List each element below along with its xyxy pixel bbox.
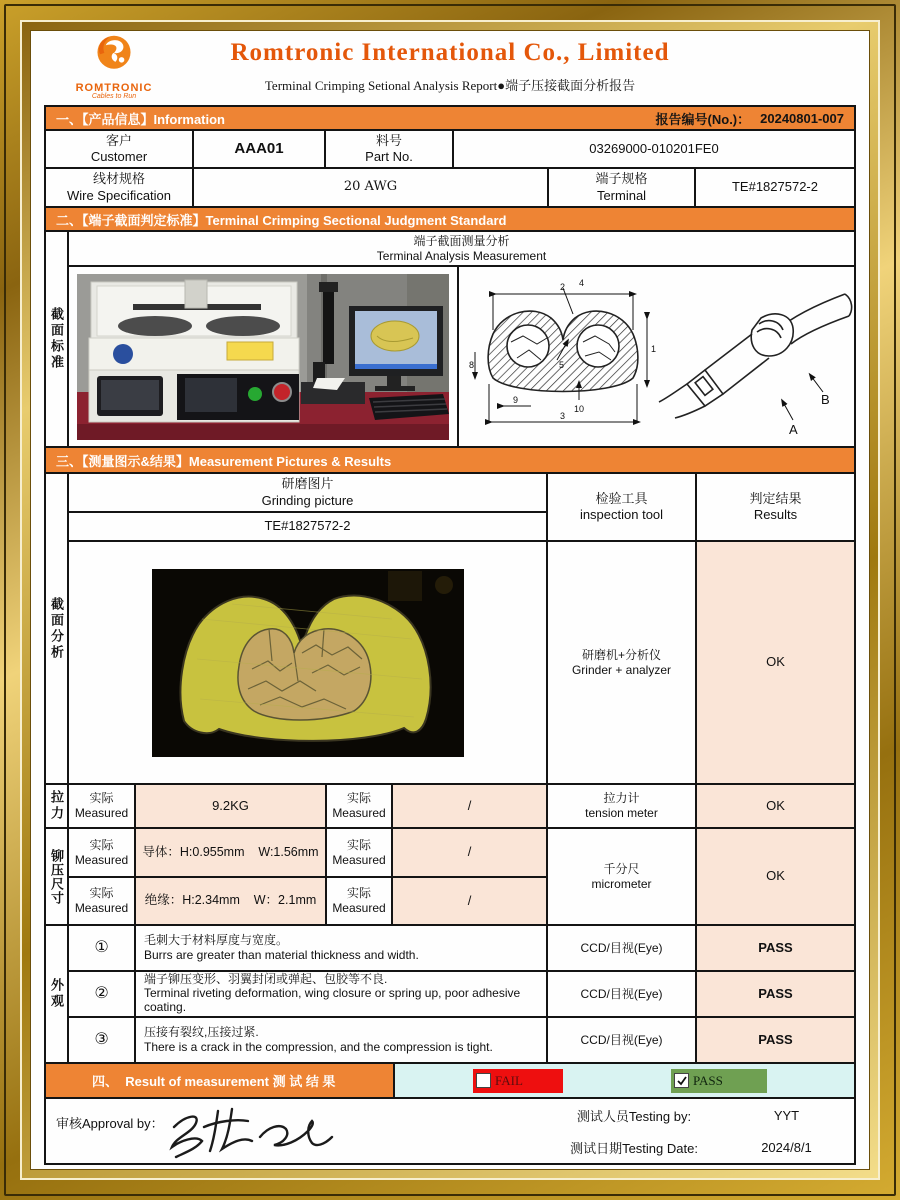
tension-side-label: 拉力 <box>46 785 69 827</box>
crimp-section-diagram <box>461 272 853 442</box>
grinding-picture-header <box>69 474 546 513</box>
wire-spec-label <box>46 169 194 206</box>
fail-checkbox[interactable] <box>476 1073 491 1088</box>
report-header <box>31 31 869 105</box>
tool-header-en: inspection tool <box>579 507 664 522</box>
grinding-header-cn: 研磨图片 <box>281 476 334 492</box>
tension-value: 9.2KG <box>136 785 327 827</box>
report-subtitle: Terminal Crimping Setional Analysis Report●端子压接截面分析报告 <box>264 78 636 93</box>
appearance-row-1 <box>69 926 854 972</box>
part-label-cn: 料号 <box>375 132 402 148</box>
tension-tool <box>548 785 697 827</box>
testing-date-row <box>549 1131 854 1163</box>
approval-area <box>46 1099 549 1163</box>
testing-by-label: 测试人员Testing by: <box>576 1108 692 1124</box>
customer-label-cn: 客户 <box>105 132 132 148</box>
crimp-slash-1: / <box>393 829 546 876</box>
appearance-group <box>46 926 854 1064</box>
wire-spec-label-cn: 线材规格 <box>92 171 145 187</box>
view-label-b: B <box>820 391 830 407</box>
analysis-group <box>46 474 854 785</box>
crimp-measured-1 <box>69 829 136 876</box>
measured-cn: 实际 <box>346 837 371 852</box>
tension-measured-label-2 <box>327 785 393 827</box>
crimp-conductor-value: 导体：H:0.955mm W:1.56mm <box>136 829 327 876</box>
approval-label: 审核Approval by： <box>56 1116 164 1131</box>
wire-spec-label-en: Wire Specification <box>66 187 172 203</box>
romtronic-logo-icon <box>83 33 145 77</box>
grinder-machine-photo <box>77 274 449 440</box>
pass-label: PASS <box>693 1072 723 1088</box>
appearance-side-label: 外观 <box>46 926 69 1062</box>
approval-signature <box>156 1097 356 1163</box>
final-result-row <box>46 1064 854 1099</box>
final-result-heading: 四、 Result of measurement 测 试 结 果 <box>46 1064 395 1097</box>
appearance-row-3 <box>69 1018 854 1062</box>
appearance-row-2 <box>69 972 854 1018</box>
grinding-cross-section-photo <box>152 569 464 757</box>
measured-cn: 实际 <box>89 837 114 852</box>
section2-bar <box>46 208 854 232</box>
tension-tool-cn: 拉力计 <box>603 791 640 805</box>
logo-name: ROMTRONIC <box>75 82 153 94</box>
dim-2: 2 <box>559 281 565 292</box>
tension-slash: / <box>393 785 548 827</box>
section3-heading: 三、【测量图示&结果】Measurement Pictures & Results <box>56 453 392 469</box>
testing-by-row <box>549 1099 854 1131</box>
fail-box <box>473 1069 563 1093</box>
testing-info <box>549 1099 854 1163</box>
appearance-no-2: ② <box>69 972 136 1016</box>
measured-en: Measured <box>74 806 129 820</box>
appearance-desc-2-en: Terminal riveting deformation, wing closure or spring up, poor adhesive coating. <box>144 986 521 1014</box>
crimp-insulation-value: 绝缘：H:2.34mm W：2.1mm <box>136 878 327 924</box>
part-label-en: Part No. <box>365 149 413 164</box>
measurement-title-en: Terminal Analysis Measurement <box>376 248 547 263</box>
final-result-band <box>395 1064 854 1097</box>
section3-bar <box>46 448 854 474</box>
terminal-spec-value: TE#1827572-2 <box>731 179 818 195</box>
appearance-tool-3: CCD/目视(Eye) <box>548 1018 697 1062</box>
grinding-header-en: Grinding picture <box>261 492 354 508</box>
appearance-result-1: PASS <box>697 926 854 970</box>
measurement-title <box>69 232 854 267</box>
company-logo <box>59 33 169 100</box>
report-table <box>44 105 856 1165</box>
results-header-en: Results <box>753 507 798 522</box>
appearance-desc-3-cn: 压接有裂纹,压接过紧. <box>144 1025 259 1039</box>
crimp-side-label: 铆压尺寸 <box>46 829 69 924</box>
dim-3: 3 <box>559 410 565 421</box>
measurement-title-cn: 端子截面测量分析 <box>413 233 510 248</box>
terminal-spec-label-en: Terminal <box>596 187 647 203</box>
appearance-tool-1: CCD/目视(Eye) <box>548 926 697 970</box>
appearance-desc-3-en: There is a crack in the compression, and the compression is tight. <box>144 1040 493 1054</box>
measured-en: Measured <box>332 806 386 820</box>
measured-cn: 实际 <box>89 791 114 805</box>
tension-result: OK <box>697 785 854 827</box>
dim-4: 4 <box>578 277 584 288</box>
view-label-a: A <box>788 421 798 437</box>
tension-measured-label <box>69 785 136 827</box>
part-value: 03269000-010201FE0 <box>589 140 719 156</box>
measured-en: Measured <box>74 852 129 867</box>
customer-label-en: Customer <box>90 149 148 164</box>
appearance-desc-2 <box>136 972 548 1016</box>
section2-heading: 二、【端子截面判定标准】Terminal Crimping Sectional Judgment Standard <box>56 212 507 228</box>
measured-en: Measured <box>74 901 129 915</box>
appearance-no-3: ③ <box>69 1018 136 1062</box>
appearance-desc-2-cn: 端子铆压变形、羽翼封闭或弹起、包胶等不良. <box>144 972 388 987</box>
grinding-part-no: TE#1827572-2 <box>264 518 351 534</box>
tool-header-cn: 检验工具 <box>595 490 648 506</box>
appearance-desc-1-cn: 毛刺大于材料厚度与宽度。 <box>144 933 289 947</box>
appearance-result-2: PASS <box>697 972 854 1016</box>
tension-row <box>46 785 854 829</box>
crimp-measured-4 <box>327 878 393 924</box>
appearance-desc-1 <box>136 926 548 970</box>
dim-9: 9 <box>512 394 518 405</box>
appearance-tool-2: CCD/目视(Eye) <box>548 972 697 1016</box>
measured-en: Measured <box>332 901 386 915</box>
analysis-result-cell: OK <box>697 542 854 783</box>
appearance-desc-1-en: Burrs are greater than material thickness and width. <box>144 948 419 962</box>
analysis-tool-cell <box>548 542 697 783</box>
analysis-tool-cn: 研磨机+分析仪 <box>581 647 661 662</box>
testing-date-value: 2024/8/1 <box>761 1139 812 1155</box>
wire-spec-value: 20 AWG <box>194 169 549 206</box>
info-row-2 <box>46 169 854 208</box>
terminal-spec-label-cn: 端子规格 <box>595 171 648 187</box>
section1-heading: 一、【产品信息】Information <box>56 111 225 127</box>
part-label <box>326 131 454 167</box>
appearance-result-3: PASS <box>697 1018 854 1062</box>
measured-cn: 实际 <box>346 886 371 900</box>
testing-date-label: 测试日期Testing Date: <box>570 1140 698 1156</box>
terminal-spec-label <box>549 169 696 206</box>
results-header-cn: 判定结果 <box>749 490 802 506</box>
dim-1: 1 <box>650 343 656 354</box>
crimp-tool-cn: 千分尺 <box>603 861 640 876</box>
machine-photo-cell <box>69 267 459 446</box>
section2-body <box>46 232 854 448</box>
crimp-slash-2: / <box>393 878 546 924</box>
fail-label: FAIL <box>495 1072 523 1088</box>
results-header <box>697 474 854 540</box>
dim-10: 10 <box>573 403 584 414</box>
pass-box <box>671 1069 767 1093</box>
measured-en: Measured <box>332 852 386 867</box>
crimp-result: OK <box>697 829 854 924</box>
crimp-tool-en: micrometer <box>591 876 652 891</box>
tension-tool-en: tension meter <box>585 806 658 820</box>
report-footer <box>46 1099 854 1163</box>
judgment-diagram-cell <box>459 267 854 446</box>
appearance-desc-3 <box>136 1018 548 1062</box>
pass-checkbox[interactable] <box>674 1073 689 1088</box>
measured-cn: 实际 <box>89 886 114 900</box>
crimp-measured-2 <box>327 829 393 876</box>
company-title: Romtronic International Co., Limited <box>230 39 670 66</box>
analysis-side-label: 截面分析 <box>46 474 69 783</box>
dim-5: 5 <box>558 359 564 370</box>
appearance-no-1: ① <box>69 926 136 970</box>
crimp-group <box>46 829 854 926</box>
crimp-measured-3 <box>69 878 136 924</box>
report-page <box>30 30 870 1170</box>
logo-tagline: Cables to Run <box>91 93 137 100</box>
grinding-picture-cell <box>69 542 548 783</box>
report-no-value: 20240801-007 <box>760 110 844 126</box>
dim-8: 8 <box>468 359 474 370</box>
analysis-tool-en: Grinder + analyzer <box>571 662 672 677</box>
section1-bar <box>46 107 854 131</box>
section2-side-label: 截面标准 <box>46 232 69 446</box>
testing-by-value: YYT <box>773 1107 800 1123</box>
measured-cn: 实际 <box>346 791 371 805</box>
info-row-1 <box>46 131 854 169</box>
report-no-label: 报告编号(No.)： <box>655 111 751 127</box>
customer-label <box>46 131 194 167</box>
checkmark-icon <box>677 1076 687 1086</box>
crimp-tool <box>548 829 697 924</box>
customer-value: AAA01 <box>194 131 326 167</box>
inspection-tool-header <box>548 474 697 540</box>
